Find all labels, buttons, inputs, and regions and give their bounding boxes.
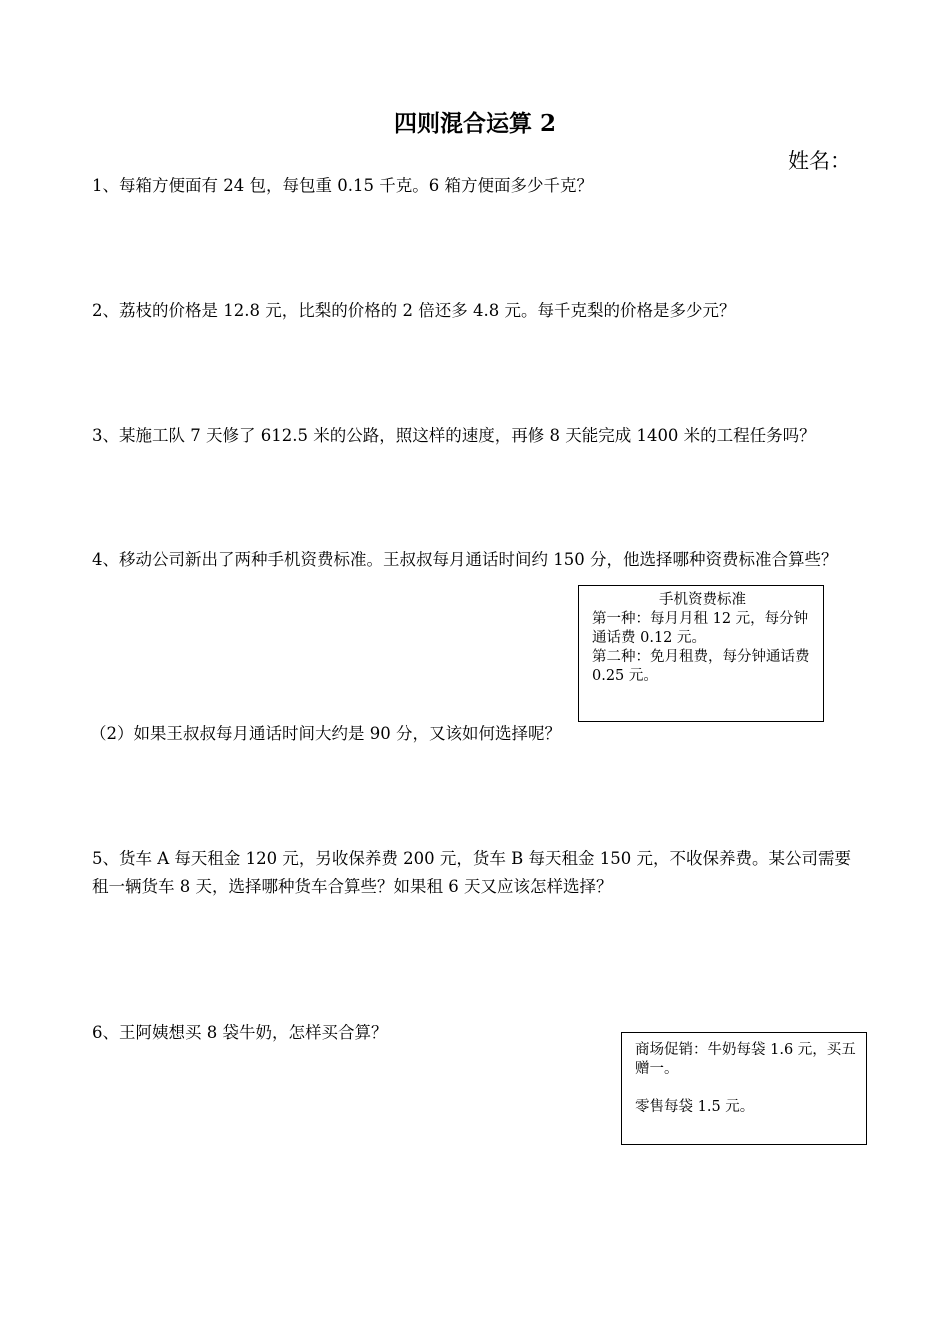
question-2: 2、荔枝的价格是 12.8 元，比梨的价格的 2 倍还多 4.8 元。每千克梨的价格是多少元？	[92, 301, 736, 320]
milk-promo-line: 商场促销：牛奶每袋 1.6 元，买五赠一。	[635, 1042, 856, 1077]
question-4: 4、移动公司新出了两种手机资费标准。王叔叔每月通话时间约 150 分，他选择哪种资费标准合算些？	[92, 550, 838, 569]
phone-fee-box	[578, 585, 824, 722]
milk-promo-box	[621, 1032, 867, 1145]
question-6: 6、王阿姨想买 8 袋牛奶，怎样买合算？	[92, 1023, 388, 1042]
phone-fee-option-2: 第二种：免月租费，每分钟通话费 0.25 元。	[592, 649, 810, 684]
page-title: 四则混合运算 2	[393, 110, 556, 137]
phone-fee-box-title: 手机资费标准	[659, 592, 746, 608]
question-1: 1、每箱方便面有 24 包，每包重 0.15 千克。6 箱方便面多少千克？	[92, 176, 593, 195]
phone-fee-option-1: 第一种：每月月租 12 元，每分钟通话费 0.12 元。	[592, 611, 809, 646]
question-5: 5、货车 A 每天租金 120 元，另收保养费 200 元，货车 B 每天租金 150 元，不收保养费。某公司需要租一辆货车 8 天，选择哪种货车合算些？如果租 6 天又应该怎样选择？	[92, 849, 851, 896]
question-3: 3、某施工队 7 天修了 612.5 米的公路，照这样的速度，再修 8 天能完成 1400 米的工程任务吗？	[92, 426, 816, 445]
name-label: 姓名：	[788, 149, 851, 173]
question-4-part-2: （2）如果王叔叔每月通话时间大约是 90 分，又该如何选择呢？	[90, 724, 561, 743]
milk-retail-line: 零售每袋 1.5 元。	[635, 1099, 755, 1115]
